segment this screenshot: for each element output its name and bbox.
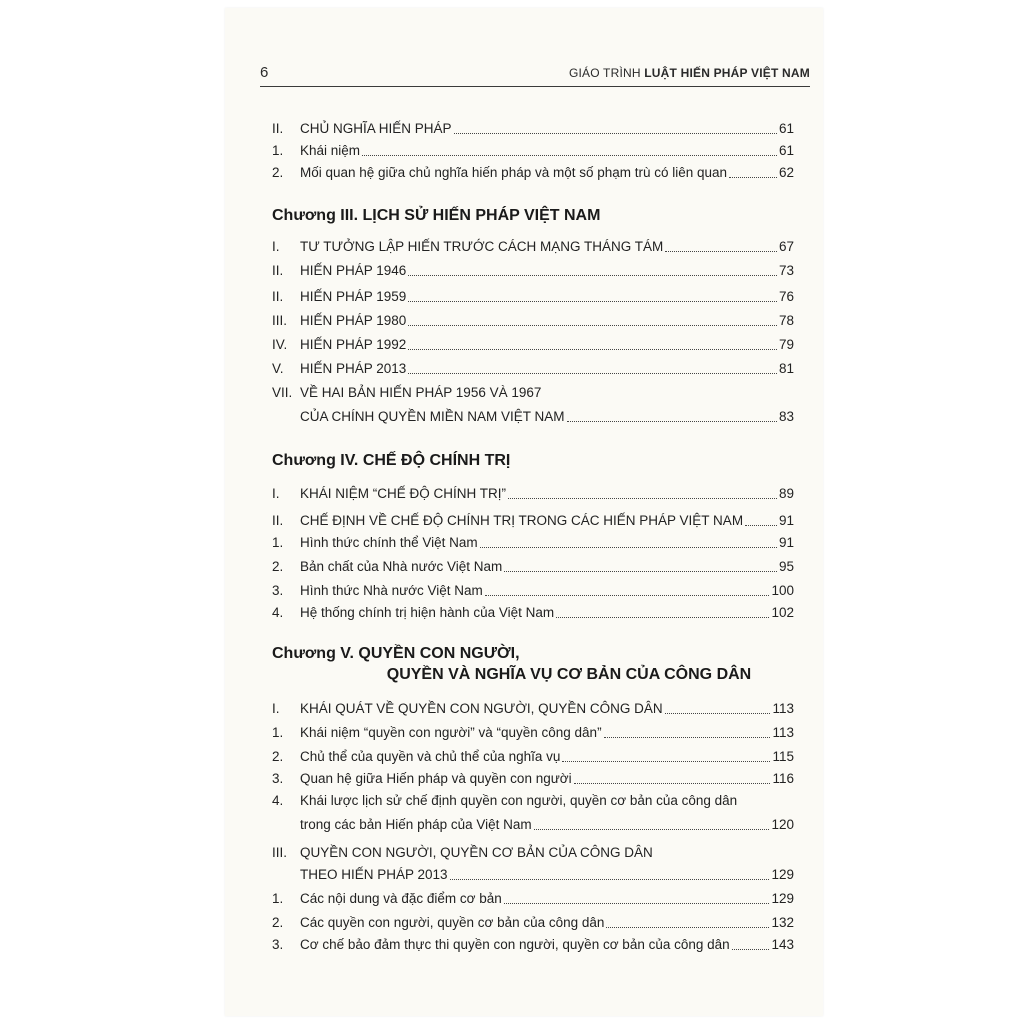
chapter-5-heading-line2: QUYỀN VÀ NGHĨA VỤ CƠ BẢN CỦA CÔNG DÂN bbox=[386, 666, 752, 683]
toc-entry bbox=[272, 932, 794, 954]
entry-title: Hệ thống chính trị hiện hành của Việt Nam bbox=[300, 605, 555, 620]
entry-title: Khái lược lịch sử chế định quyền con người, quyền cơ bản của công dân bbox=[300, 793, 738, 808]
entry-title: KHÁI QUÁT VỀ QUYỀN CON NGƯỜI, QUYỀN CÔNG DÂN bbox=[300, 701, 663, 716]
dot-leader bbox=[408, 324, 777, 326]
running-title-bold: LUẬT HIẾN PHÁP VIỆT NAM bbox=[644, 66, 810, 80]
entry-number: I. bbox=[272, 701, 280, 716]
entry-page: 129 bbox=[771, 891, 794, 906]
entry-page: 100 bbox=[771, 583, 794, 598]
entry-title: Bản chất của Nhà nước Việt Nam bbox=[300, 559, 503, 574]
entry-page: 67 bbox=[778, 239, 794, 254]
entry-number: I. bbox=[272, 486, 280, 501]
dot-leader bbox=[450, 878, 770, 880]
toc-entry bbox=[272, 840, 794, 862]
dot-leader bbox=[604, 736, 771, 738]
toc-entry bbox=[272, 481, 794, 503]
dot-leader bbox=[454, 132, 777, 134]
entry-title: VỀ HAI BẢN HIẾN PHÁP 1956 VÀ 1967 bbox=[300, 385, 542, 400]
entry-number: IV. bbox=[272, 337, 288, 352]
entry-title: Chủ thể của quyền và chủ thể của nghĩa vụ bbox=[300, 749, 561, 764]
dot-leader bbox=[508, 497, 777, 499]
dot-leader bbox=[665, 712, 771, 714]
dot-leader bbox=[408, 372, 777, 374]
entry-page: 113 bbox=[772, 725, 794, 740]
dot-leader bbox=[362, 154, 777, 156]
toc-entry bbox=[272, 160, 794, 182]
toc-entry bbox=[272, 234, 794, 256]
entry-title: Các nội dung và đặc điểm cơ bản bbox=[300, 891, 502, 906]
dot-leader bbox=[665, 250, 777, 252]
toc-entry bbox=[272, 696, 794, 718]
entry-page: 95 bbox=[778, 559, 794, 574]
dot-leader bbox=[485, 594, 770, 596]
entry-title: HIẾN PHÁP 1980 bbox=[300, 313, 407, 328]
entry-number: 2. bbox=[272, 165, 284, 180]
dot-leader bbox=[606, 926, 769, 928]
toc-entry bbox=[272, 308, 794, 330]
toc-entry bbox=[272, 910, 794, 932]
dot-leader bbox=[504, 902, 770, 904]
toc-entry bbox=[272, 600, 794, 622]
entry-title: Quan hệ giữa Hiến pháp và quyền con người bbox=[300, 771, 572, 786]
toc-entry bbox=[272, 258, 794, 280]
page-header bbox=[260, 64, 810, 87]
toc-entry-continuation bbox=[272, 862, 794, 884]
toc-entry-continuation bbox=[272, 404, 794, 426]
toc-entry bbox=[272, 744, 794, 766]
entry-number: III. bbox=[272, 313, 288, 328]
dot-leader bbox=[556, 616, 769, 618]
entry-title: HIẾN PHÁP 1992 bbox=[300, 337, 407, 352]
entry-number: II. bbox=[272, 289, 284, 304]
entry-number: 1. bbox=[272, 143, 284, 158]
entry-number: 2. bbox=[272, 749, 284, 764]
entry-number: 1. bbox=[272, 891, 284, 906]
entry-number: 3. bbox=[272, 771, 284, 786]
entry-page: 61 bbox=[778, 143, 794, 158]
running-title bbox=[569, 66, 810, 80]
dot-leader bbox=[562, 760, 770, 762]
dot-leader bbox=[732, 948, 770, 950]
entry-number: I. bbox=[272, 239, 280, 254]
entry-page: 91 bbox=[778, 535, 794, 550]
dot-leader bbox=[408, 274, 777, 276]
dot-leader bbox=[534, 828, 770, 830]
entry-title: CỦA CHÍNH QUYỀN MIỀN NAM VIỆT NAM bbox=[300, 409, 565, 424]
entry-page: 132 bbox=[771, 915, 794, 930]
entry-title: HIẾN PHÁP 1959 bbox=[300, 289, 407, 304]
chapter-3-heading: Chương III. LỊCH SỬ HIẾN PHÁP VIỆT NAM bbox=[272, 207, 601, 224]
toc-entry bbox=[272, 356, 794, 378]
chapter-4-heading: Chương IV. CHẾ ĐỘ CHÍNH TRỊ bbox=[272, 452, 511, 469]
entry-number: VII. bbox=[272, 385, 293, 400]
entry-title: Khái niệm “quyền con người” và “quyền công dân” bbox=[300, 725, 602, 740]
page-number: 6 bbox=[260, 64, 269, 81]
toc-entry bbox=[272, 530, 794, 552]
entry-page: 61 bbox=[778, 121, 794, 136]
toc-entry bbox=[272, 138, 794, 160]
entry-page: 81 bbox=[778, 361, 794, 376]
entry-page: 73 bbox=[778, 263, 794, 278]
entry-page: 143 bbox=[771, 937, 794, 952]
toc-entry-continuation bbox=[272, 812, 794, 834]
chapter-5-heading: Chương V. QUYỀN CON NGƯỜI, bbox=[272, 645, 520, 662]
entry-title: THEO HIẾN PHÁP 2013 bbox=[300, 867, 448, 882]
entry-number: II. bbox=[272, 263, 284, 278]
toc-entry bbox=[272, 554, 794, 576]
entry-page: 89 bbox=[778, 486, 794, 501]
toc-entry bbox=[272, 788, 794, 810]
entry-page: 76 bbox=[778, 289, 794, 304]
entry-number: 4. bbox=[272, 793, 284, 808]
toc-entry bbox=[272, 886, 794, 908]
entry-number: 4. bbox=[272, 605, 284, 620]
entry-title: Khái niệm bbox=[300, 143, 361, 158]
entry-title: HIẾN PHÁP 2013 bbox=[300, 361, 407, 376]
entry-title: Hình thức Nhà nước Việt Nam bbox=[300, 583, 483, 598]
entry-title: Mối quan hệ giữa chủ nghĩa hiến pháp và một số phạm trù có liên quan bbox=[300, 165, 728, 180]
entry-page: 120 bbox=[771, 817, 794, 832]
entry-page: 102 bbox=[771, 605, 794, 620]
entry-title: Hình thức chính thể Việt Nam bbox=[300, 535, 478, 550]
entry-number: 1. bbox=[272, 535, 284, 550]
entry-number: III. bbox=[272, 845, 288, 860]
toc-entry bbox=[272, 578, 794, 600]
entry-page: 83 bbox=[778, 409, 794, 424]
entry-title: Các quyền con người, quyền cơ bản của công dân bbox=[300, 915, 605, 930]
dot-leader bbox=[408, 300, 777, 302]
toc-entry bbox=[272, 720, 794, 742]
entry-title: trong các bản Hiến pháp của Việt Nam bbox=[300, 817, 532, 832]
entry-page: 116 bbox=[772, 771, 794, 786]
toc-entry bbox=[272, 380, 794, 402]
dot-leader bbox=[567, 420, 777, 422]
entry-title: QUYỀN CON NGƯỜI, QUYỀN CƠ BẢN CỦA CÔNG DÂN bbox=[300, 845, 653, 860]
entry-number: V. bbox=[272, 361, 284, 376]
toc-entry bbox=[272, 332, 794, 354]
dot-leader bbox=[480, 546, 777, 548]
entry-number: 2. bbox=[272, 915, 284, 930]
toc-entry bbox=[272, 284, 794, 306]
entry-title: CHẾ ĐỊNH VỀ CHẾ ĐỘ CHÍNH TRỊ TRONG CÁC HIẾN PHÁP VIỆT NAM bbox=[300, 513, 744, 528]
entry-title: TƯ TƯỞNG LẬP HIẾN TRƯỚC CÁCH MẠNG THÁNG TÁM bbox=[300, 239, 664, 254]
dot-leader bbox=[745, 524, 777, 526]
dot-leader bbox=[729, 176, 777, 178]
entry-page: 79 bbox=[778, 337, 794, 352]
entry-title: KHÁI NIỆM “CHẾ ĐỘ CHÍNH TRỊ” bbox=[300, 486, 507, 501]
entry-title: Cơ chế bảo đảm thực thi quyền con người, quyền cơ bản của công dân bbox=[300, 937, 730, 952]
entry-number: 3. bbox=[272, 937, 284, 952]
entry-page: 62 bbox=[778, 165, 794, 180]
entry-page: 78 bbox=[778, 313, 794, 328]
entry-page: 115 bbox=[772, 749, 794, 764]
toc-entry bbox=[272, 508, 794, 530]
running-title-regular: GIÁO TRÌNH bbox=[568, 66, 645, 80]
dot-leader bbox=[408, 348, 777, 350]
entry-page: 129 bbox=[771, 867, 794, 882]
entry-title: CHỦ NGHĨA HIẾN PHÁP bbox=[300, 121, 452, 136]
entry-number: 1. bbox=[272, 725, 284, 740]
entry-number: 3. bbox=[272, 583, 284, 598]
entry-number: II. bbox=[272, 121, 284, 136]
entry-page: 91 bbox=[778, 513, 794, 528]
dot-leader bbox=[574, 782, 771, 784]
toc-entry bbox=[272, 116, 794, 138]
dot-leader bbox=[504, 570, 777, 572]
entry-title: HIẾN PHÁP 1946 bbox=[300, 263, 407, 278]
entry-page: 113 bbox=[772, 701, 794, 716]
entry-number: II. bbox=[272, 513, 284, 528]
entry-number: 2. bbox=[272, 559, 284, 574]
toc-entry bbox=[272, 766, 794, 788]
